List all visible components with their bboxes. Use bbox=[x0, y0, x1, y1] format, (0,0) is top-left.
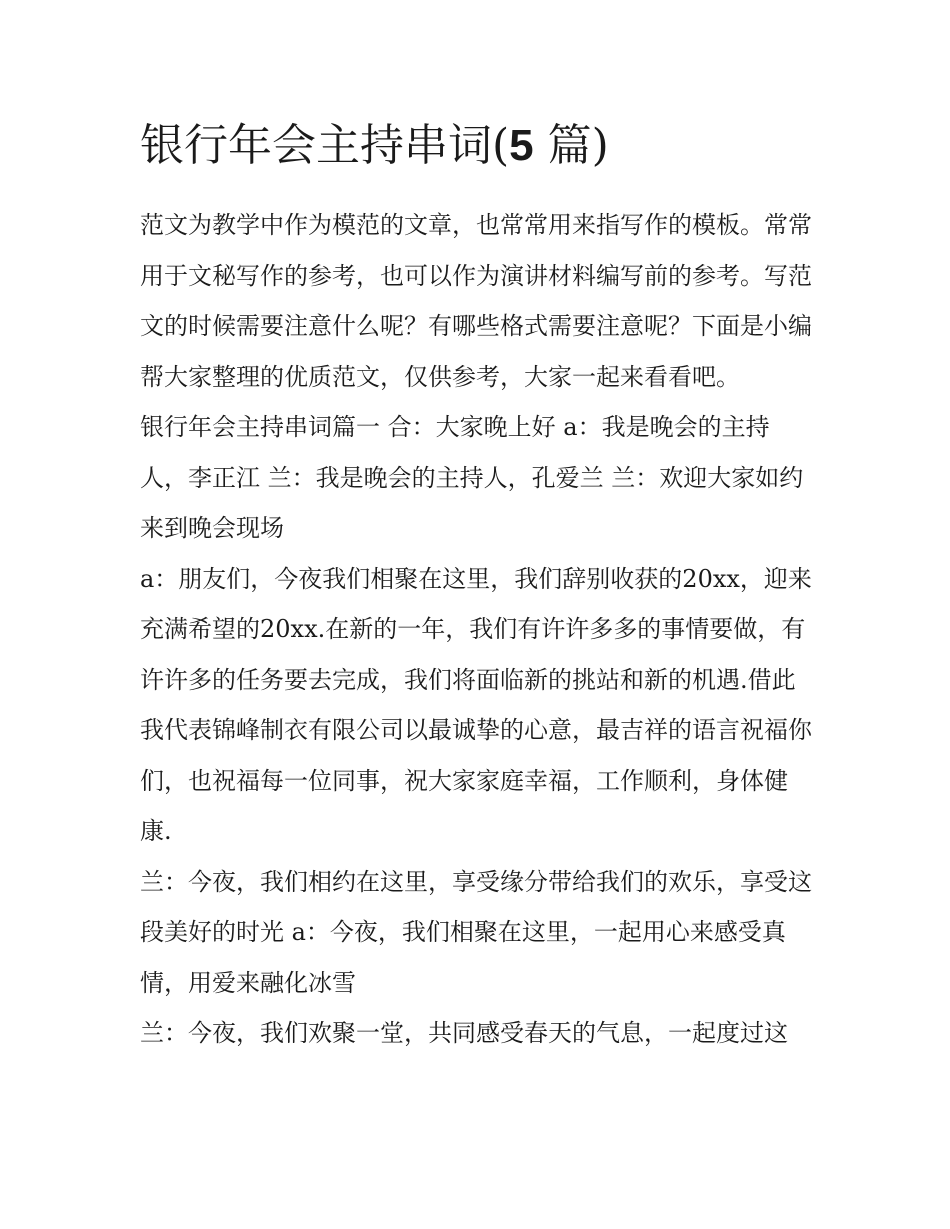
paragraph-host-lan-1: 兰：今夜，我们相约在这里，享受缘分带给我们的欢乐，享受这段美好的时光 a：今夜，我们相聚在这里，一起用心来感受真情，用爱来融化冰雪 bbox=[140, 867, 812, 997]
paragraph-opening: 银行年会主持串词篇一 合：大家晚上好 a：我是晚会的主持人，李正江 兰：我是晚会的主持人，孔爱兰 兰：欢迎大家如约来到晚会现场 bbox=[140, 413, 804, 542]
paragraph-host-a: a：朋友们，今夜我们相聚在这里，我们辞别收获的20xx，迎来充满希望的20xx.在新的一年，我们有许许多多的事情要做，有许许多的任务要去完成，我们将面临新的挑站和新的机遇.借此我代表锦峰制衣有限公司以最诚挚的心意，最吉祥的语言祝福你们，也祝福每一位同事，祝大家家庭幸福，工作顺利，身体健康. bbox=[140, 564, 812, 845]
document-page bbox=[140, 118, 815, 1059]
document-title bbox=[140, 118, 815, 174]
title-prefix: 银行年会主持串词( bbox=[140, 120, 510, 171]
title-number: 5 bbox=[509, 121, 534, 170]
paragraph-intro: 范文为教学中作为模范的文章，也常常用来指写作的模板。常常用于文秘写作的参考，也可以作为演讲材料编写前的参考。写范文的时候需要注意什么呢？有哪些格式需要注意呢？下面是小编帮大家整理的优质范文，仅供参考，大家一起来看看吧。 bbox=[140, 211, 812, 391]
paragraph-host-lan-2: 兰：今夜，我们欢聚一堂，共同感受春天的气息，一起度过这 bbox=[140, 1019, 788, 1047]
title-suffix: 篇) bbox=[533, 120, 609, 171]
